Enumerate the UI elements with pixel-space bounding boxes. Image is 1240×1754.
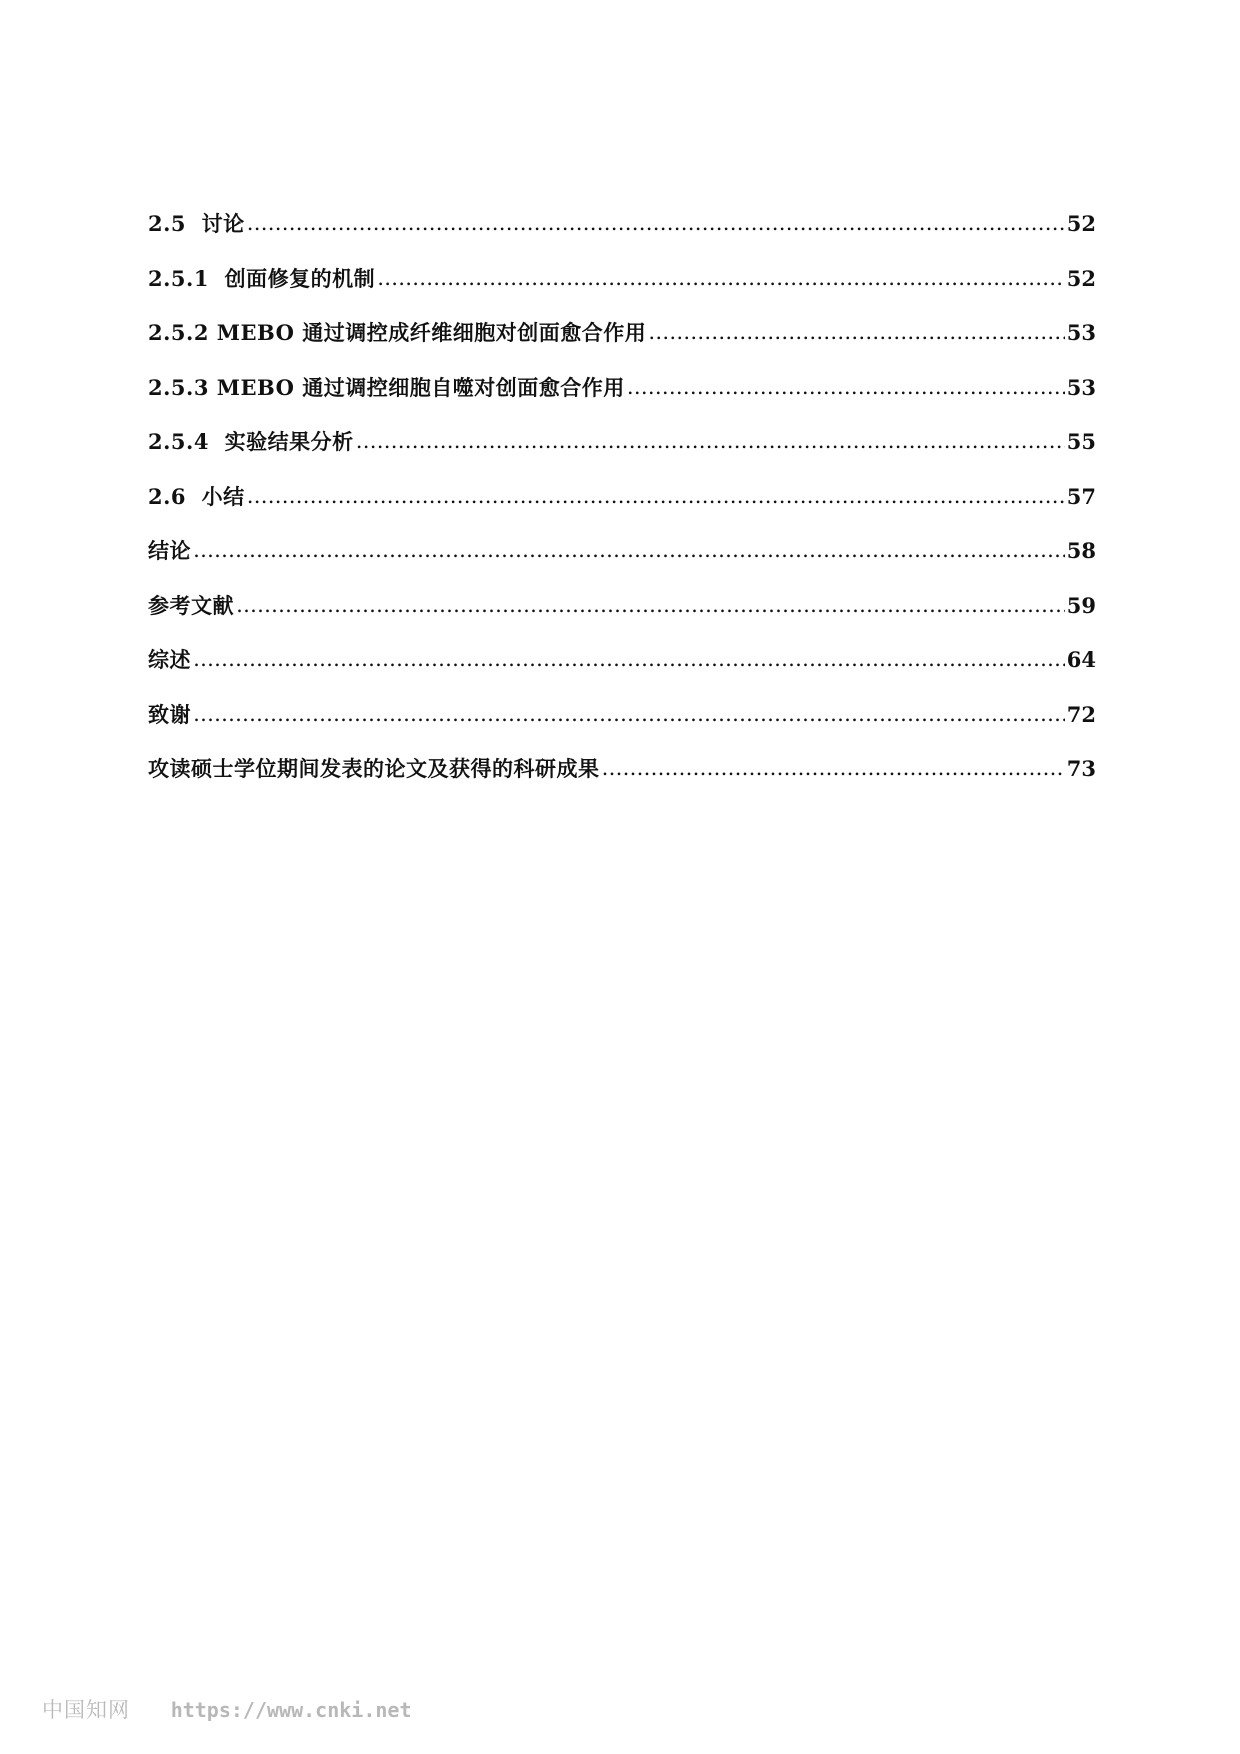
dot-leader [602,754,1065,782]
toc-number: 2.6 [148,483,187,509]
toc-page-number: 52 [1066,211,1096,236]
toc-label [148,265,375,293]
dot-leader [193,536,1065,564]
toc-number: 2.5.2 [148,320,209,345]
toc-entry[interactable] [148,646,1096,701]
toc-page-number: 52 [1066,265,1096,291]
dot-leader [377,264,1065,292]
table-of-contents [148,210,1096,810]
toc-entry[interactable] [148,483,1096,538]
toc-label [148,319,646,347]
dot-leader [247,482,1065,510]
toc-entry[interactable] [148,428,1096,483]
toc-page-number: 64 [1066,647,1096,672]
toc-label [148,483,245,511]
dot-leader [193,700,1065,728]
toc-entry[interactable] [148,755,1096,810]
toc-title: 攻读硕士学位期间发表的论文及获得的科研成果 [148,756,600,781]
toc-label [148,210,245,238]
toc-entry[interactable] [148,210,1096,265]
toc-page-number: 59 [1066,592,1096,618]
toc-label [148,428,354,456]
toc-number: 2.5.1 [148,265,209,291]
toc-title: 结论 [148,538,191,563]
toc-page-number: 57 [1066,483,1096,509]
toc-title: 综述 [148,647,191,672]
toc-number: 2.5 [148,211,187,236]
toc-entry[interactable] [148,592,1096,647]
toc-page-number: 55 [1066,429,1096,454]
toc-title: 讨论 [201,211,245,236]
toc-title: 小结 [201,483,245,509]
toc-number: 2.5.4 [148,429,209,454]
toc-page-number: 73 [1066,756,1096,781]
toc-page-number: 72 [1066,701,1096,727]
toc-page-number: 53 [1066,374,1096,400]
toc-entry[interactable] [148,319,1096,374]
dot-leader [648,318,1064,346]
toc-page-number: 53 [1066,320,1096,345]
toc-title: MEBO 通过调控成纤维细胞对创面愈合作用 [216,320,647,345]
toc-title: 致谢 [148,701,191,727]
toc-entry[interactable] [148,265,1096,320]
toc-entry[interactable] [148,537,1096,592]
cnki-brand: 中国知网 [42,1698,130,1722]
dot-leader [627,373,1065,401]
toc-entry[interactable] [148,701,1096,756]
cnki-watermark [42,1694,412,1724]
dot-leader [247,209,1065,237]
cnki-url[interactable]: https://www.cnki.net [170,1698,412,1722]
toc-title: MEBO 通过调控细胞自噬对创面愈合作用 [216,374,625,400]
toc-title: 实验结果分析 [224,429,354,454]
toc-page-number: 58 [1066,538,1096,563]
dot-leader [193,645,1065,673]
dot-leader [356,427,1065,455]
toc-title: 参考文献 [148,592,234,618]
toc-label [148,374,625,402]
toc-title: 创面修复的机制 [224,265,376,291]
dot-leader [236,591,1065,619]
toc-entry[interactable] [148,374,1096,429]
toc-number: 2.5.3 [148,374,209,400]
